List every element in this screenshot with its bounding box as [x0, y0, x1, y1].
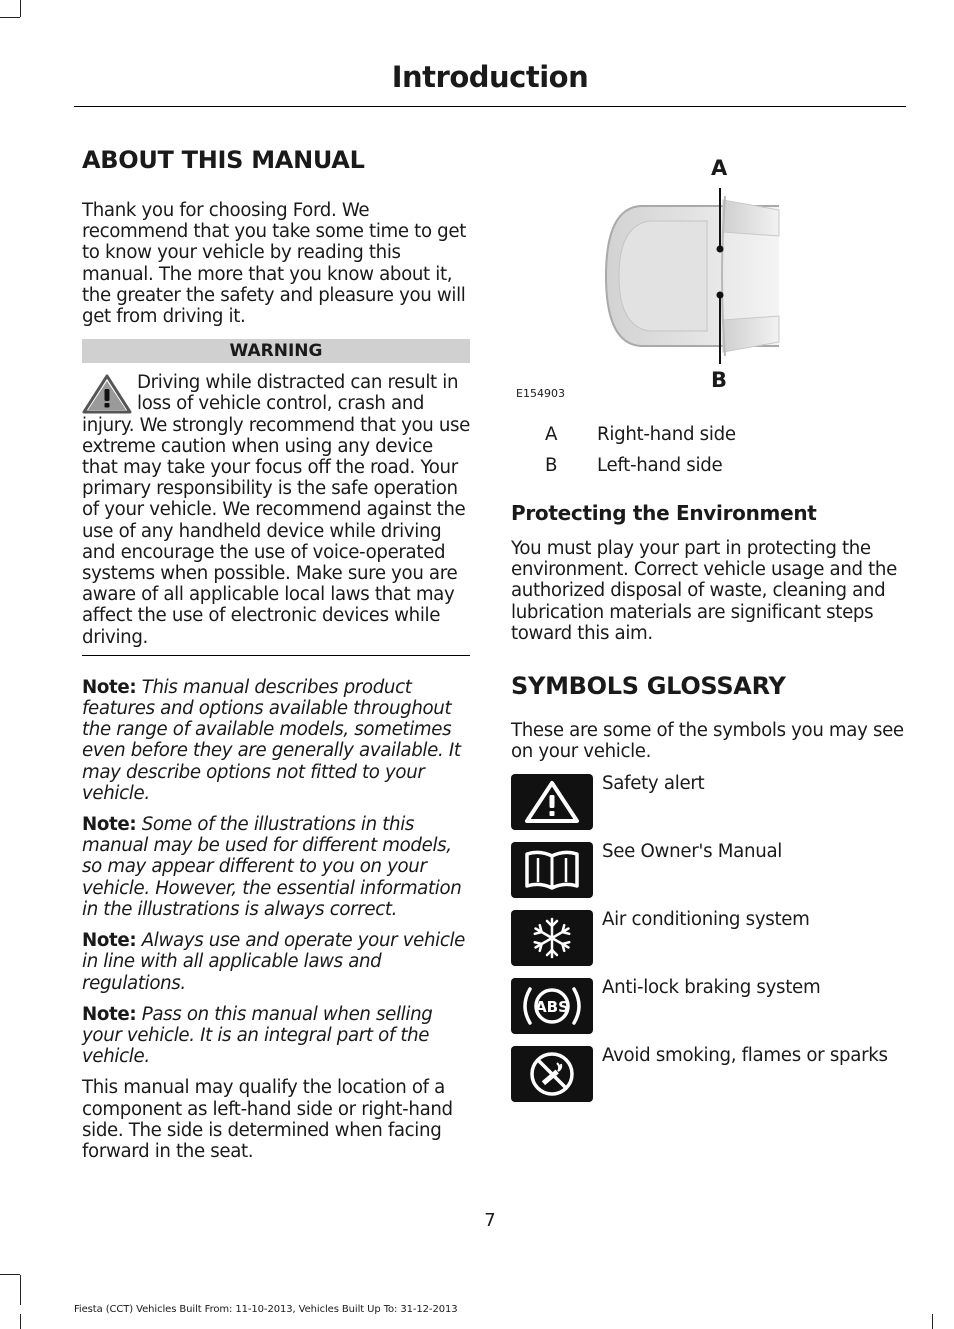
note-label: Note:	[82, 1003, 137, 1025]
warning-block	[82, 372, 470, 648]
about-intro: Thank you for choosing Ford. We recommend that you take some time to get to know your vehicle by reading this manual. The more that you know about it, the greater the safety and pleasure you will get from driving it.	[82, 200, 466, 328]
note-text: Some of the illustrations in this manual may be used for different models, so may appear different to you on your vehicle. However, the essential information in the illustrations is always correct.	[82, 814, 462, 920]
air-conditioning-icon	[529, 915, 575, 961]
environment-heading: Protecting the Environment	[511, 501, 817, 525]
figure-label-a: A	[711, 156, 728, 180]
page-title: Introduction	[391, 60, 589, 94]
symbol-row	[511, 774, 905, 842]
symbol-label: Anti-lock braking system	[602, 977, 821, 999]
note-text: Pass on this manual when selling your vehicle. It is an integral part of the vehicle.	[82, 1003, 433, 1068]
warning-text: Driving while distracted can result in loss of vehicle control, crash and injury. We strongly recommend that you use extreme caution when using any device that may take your focus off the road. Your primary responsibility is the safe operation of your vehicle. We recommend against the use of any handheld device while driving and encourage the use of voice-operated systems when possible. Make sure you are aware of all applicable local laws that may affect the use of electronic devices while driving.	[82, 372, 471, 648]
crop-mark	[20, 0, 21, 17]
car-sides-figure	[511, 146, 905, 404]
crop-mark	[932, 1314, 933, 1329]
right-column	[511, 146, 905, 1114]
symbol-label: See Owner's Manual	[602, 841, 783, 863]
symbol-tile	[511, 774, 593, 830]
symbol-label: Avoid smoking, flames or sparks	[602, 1045, 888, 1067]
environment-text: You must play your part in protecting the environment. Correct vehicle usage and the authorized disposal of waste, cleaning and lubrication materials are significant steps toward this aim.	[511, 538, 897, 644]
note-text: This manual describes product features and options available throughout the range of available models, sometimes even before they are generally available. It may describe options not fitted to your vehicle.	[82, 676, 461, 804]
symbol-row	[511, 1046, 905, 1114]
symbol-row	[511, 842, 905, 910]
safety-alert-icon	[524, 779, 580, 825]
left-column	[82, 146, 470, 1162]
note-label: Note:	[82, 814, 137, 836]
symbol-label: Safety alert	[602, 773, 705, 795]
symbol-row	[511, 910, 905, 978]
warning-triangle-icon	[82, 374, 132, 414]
symbols-list	[511, 774, 905, 1114]
abs-icon	[516, 981, 588, 1031]
note-paragraph	[82, 1004, 470, 1068]
page-number: 7	[484, 1210, 496, 1231]
warning-label: WARNING	[82, 339, 470, 363]
crop-mark	[20, 1314, 21, 1329]
note-text: Always use and operate your vehicle in line with all applicable laws and regulations.	[82, 930, 466, 994]
note-paragraph	[82, 930, 470, 994]
legend-value: Left-hand side	[597, 455, 723, 476]
about-heading: ABOUT THIS MANUAL	[82, 146, 365, 174]
legend-key: A	[545, 424, 558, 445]
glossary-heading: SYMBOLS GLOSSARY	[511, 672, 786, 701]
page-footer: Fiesta (CCT) Vehicles Built From: 11-10-2013, Vehicles Built Up To: 31-12-2013	[74, 1304, 458, 1315]
no-smoking-icon	[527, 1049, 577, 1099]
crop-mark	[20, 1275, 21, 1305]
figure-code: E154903	[516, 387, 565, 400]
header-divider	[74, 106, 906, 107]
abs-icon-text: ABS	[535, 998, 569, 1017]
owners-manual-icon	[522, 848, 582, 892]
symbol-tile	[511, 910, 593, 966]
crop-mark	[0, 17, 20, 18]
car-top-view-illustration	[511, 146, 905, 404]
figure-label-b: B	[711, 368, 728, 392]
note-label: Note:	[82, 930, 137, 952]
note-paragraph	[82, 814, 470, 920]
closing-paragraph: This manual may qualify the location of a component as left-hand side or right-hand side. The side is determined when facing forward in the seat.	[82, 1077, 453, 1162]
warning-divider	[82, 655, 470, 656]
legend-row	[511, 455, 905, 476]
note-paragraph	[82, 677, 470, 804]
glossary-intro: These are some of the symbols you may see on your vehicle.	[511, 720, 904, 763]
symbol-tile	[511, 978, 593, 1034]
note-label: Note:	[82, 676, 137, 698]
figure-legend	[511, 424, 905, 476]
crop-mark	[0, 1274, 20, 1275]
symbol-tile	[511, 1046, 593, 1102]
legend-key: B	[545, 455, 558, 476]
symbol-tile	[511, 842, 593, 898]
symbol-label: Air conditioning system	[602, 909, 810, 931]
legend-row	[511, 424, 905, 445]
symbol-row	[511, 978, 905, 1046]
legend-value: Right-hand side	[597, 424, 736, 445]
